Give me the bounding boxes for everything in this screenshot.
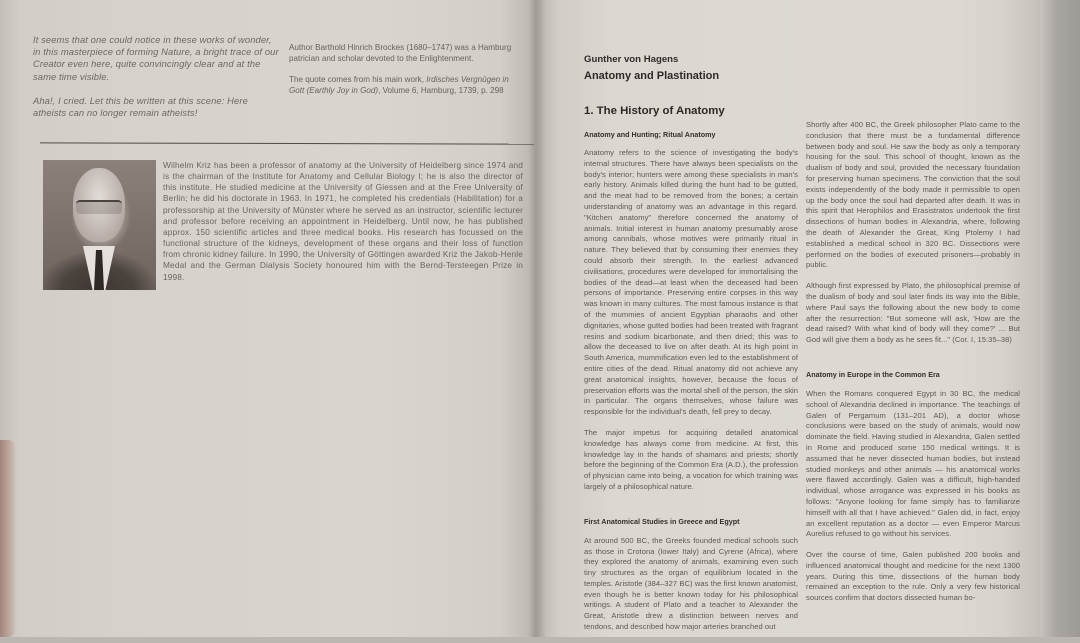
source-suffix: , Volume 6, Hamburg, 1739, p. 298 bbox=[378, 86, 504, 96]
source-prefix: The quote comes from his main work, bbox=[289, 74, 427, 84]
quote-source-note bbox=[289, 42, 521, 106]
section-heading-history: 1. The History of Anatomy bbox=[584, 105, 725, 117]
paragraph: Anatomy refers to the science of investigating the body's internal structures. There have always been specialists on the body's interior; hunters were among these specialists in man's early history. Animals killed during the hunt had to be gutted, and the meat had to be removed from the bones; a certain understanding of anatomy was an advantage in this regard. "Kitchen anatomy" therefore concerned the anatomy of animals. Initial interest in human anatomy presumably arose among cannibals, whose motives were primarily ritual in nature. They believed that by consuming their enemies they could absorb their strength. In the earliest advanced civilisations, procedures were developed for immortalising the bodies of the dead—at least when the deceased had been persons of importance. Preserving entire corpses in this way was known in many cultures. The most famous instance is that of the mummies of ancient Egyptian pharaohs and other dignitaries, whose gutted bodies had been treated with fragrant resins and sodium bicarbonate, and then dried; this was to allow the deceased to live on after death. At its high point in South America, mummification even led to the establishment of entire cities of the dead. Ritual anatomy did not achieve any great anatomical insights, however, because the focus of preservation efforts was the mortal shell of the person, the skin in particular. The organs themselves, whose failure was responsible for the individual's death, fell prey to decay. bbox=[584, 148, 798, 417]
paragraph: Although first expressed by Plato, the philosophical premise of the dualism of body and soul later finds its way into the Bible, where Paul says the following about the new body to come after the resurrection: "But someone will ask, 'How are the dead raised? With what kind of body will they come?' ... But God will give them a body as he sees fit..." (Cor. I, 15:35–38) bbox=[806, 281, 1020, 345]
source-title: Irdisches Vergnügen in Gott (Earthly Joy in God) bbox=[289, 74, 509, 96]
text-column-2 bbox=[806, 120, 1020, 614]
portrait-glasses bbox=[76, 200, 122, 214]
source-note bbox=[289, 74, 521, 97]
subheading-europe: Anatomy in Europe in the Common Era bbox=[806, 369, 940, 379]
chapter-title: Anatomy and Plastination bbox=[584, 70, 720, 82]
paragraph: When the Romans conquered Egypt in 30 BC, the medical school of Alexandria declined in importance. The teachings of Galen of Pergamum (131–201 AD), a doctor whose conclusions were based on the study of animals, would now dominate the field. Having studied in Alexandria, Galen settled in Rome and produced some 150 medical writings. It is assumed that he never dissected human bodies, but instead studied monkeys and other animals — his anatomical works were flawed accordingly. Galen was a difficult, high-handed individual, whose arrogance was expressed in his books as follows: "Anyone looking for fame simply has to familiarize himself with all that I have achieved." Galen did, in fact, enjoy an excellent reputation as a doctor — even Emperor Marcus Aurelius refused to go without his services. bbox=[806, 388, 1020, 539]
paragraph: The major impetus for acquiring detailed anatomical knowledge has always come from medicine. At first, this knowledge lay in the hands of shamans and priests; shortly before the beginning of the Common Era (A.D.), the profession of physician came into being, a vocation for which training was largely of a philosophical nature. bbox=[584, 427, 798, 491]
left-page bbox=[0, 0, 536, 637]
author-portrait-photo bbox=[43, 160, 156, 290]
chapter-author: Gunther von Hagens bbox=[584, 54, 679, 65]
book-gutter bbox=[528, 0, 546, 637]
kriz-biography: Wilhelm Kriz has been a professor of anatomy at the University of Heidelberg since 1974 and is the chairman of the Institute for Anatomy and Cellular Biology I; he is also the director of this institute. He studied medicine at the University of Giessen and at the Free University of Berlin; he did his doctorate in 1963. In 1971, he completed his credentials (Habilitation) for a professorship at the University of Münster where he served as an instructor, scientific lecturer and professor before receiving an appointment in Heidelberg. Until now, he has published approx. 150 scientific articles and three medical books. His research has focussed on the functional structure of the kidneys, development of these organs and their loss of function from chronic kidney failure. In 1990, the University of Göttingen awarded Kriz the Jakob-Henle Medal and the German Dialysis Society honoured him with the Bernd-Tersteegen Prize in 1998. bbox=[163, 160, 523, 282]
paragraph: Shortly after 400 BC, the Greek philosopher Plato came to the conclusion that there must be a fundamental difference between body and soul. He saw the body as only a temporary housing for the soul. This school of thought, known as the dualism of body and soul, provided the necessary foundation for preserving human specimens. The conviction that the soul exists independently of the body made it permissible to open up the body once the soul had departed after death. It was in this spirit that Herophilos and Erasistratos undertook the first dissections of human bodies in Alexandria, where, following the death of Alexander the Great, King Ptolemy I had established a medical school in 320 BC. Dissections were performed on the bodies of executed prisoners—probably in public. bbox=[806, 120, 1020, 270]
author-note: Author Barthold Hinrich Brockes (1680–1747) was a Hamburg patrician and scholar devoted to the Enlightenment. bbox=[289, 43, 512, 64]
section-divider bbox=[40, 142, 534, 144]
text-column-1 bbox=[584, 130, 798, 643]
paragraph: At around 500 BC, the Greeks founded medical schools such as those in Crotona (lower Italy) and Cyrene (Africa), where they explored the anatomy of animals, examining even such tiny structures as the organ of equilibrium located in the temples. Aristotle (384–327 BC) was the first known anatomist, even though he is better known today for his philosophical writings. A student of Plato and a teacher to Alexander the Great, Aristotle drew a distinction between nerves and tendons, and described how major arteries branched out bbox=[584, 535, 798, 632]
quote-paragraph-1: It seems that one could notice in these works of wonder, in this masterpiece of forming Nature, a bright trace of our Creator even here, quite convincingly clear and at the same time visible. bbox=[33, 34, 279, 82]
brockes-quote bbox=[33, 34, 279, 131]
subheading-hunting: Anatomy and Hunting; Ritual Anatomy bbox=[584, 130, 716, 139]
page-edges bbox=[1040, 0, 1080, 637]
paragraph: Over the course of time, Galen published 200 books and influenced anatomical thought and medicine for the next 1300 years. During this time, dissections of the human body remained an exception to the rule. Only a very few historical sources confirm that doctors dissected human bo- bbox=[806, 550, 1020, 603]
quote-paragraph-2: Aha!, I cried. Let this be written at this scene: Here atheists can no longer remain atheists! bbox=[33, 94, 248, 119]
subheading-greece-egypt: First Anatomical Studies in Greece and Egypt bbox=[584, 516, 740, 526]
thumb-holding-page bbox=[0, 440, 16, 637]
